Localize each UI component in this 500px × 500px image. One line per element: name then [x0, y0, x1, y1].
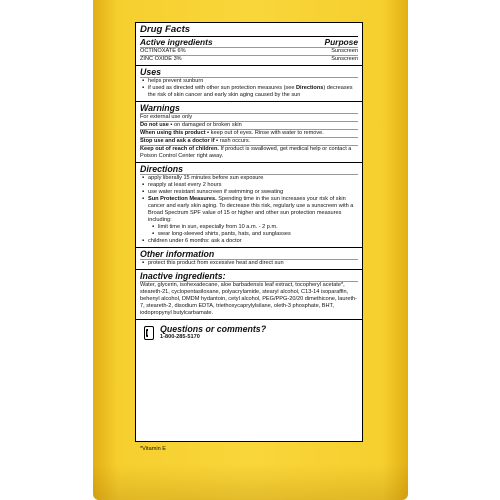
footnote: *Vitamin E [140, 446, 167, 452]
questions-row [140, 321, 358, 344]
sun-protection-text: Spending time in the sun increases your risk of skin cancer and early skin aging. To decrease this risk, regularly use a sunscreen with a Broad Spectrum SPF value of 15 or higher and other sun protection measures including: [148, 196, 354, 223]
do-not-use-text: on damaged or broken skin [174, 122, 242, 128]
keep-out [140, 145, 358, 160]
inactive-section [136, 270, 362, 320]
inactive-list: Water, glycerin, isohexadecane, aloe barbadensis leaf extract, tocopheryl acetate*, steareth-21, cyclopentasiloxane, polyacrylamide, stearyl alcohol, C13-14 isoparaffin, behenyl alcohol, DMDM hydantoin, cetyl alcohol, PEG/PPG-20/20 dimethicone, laureth-7, steareth-2, disodium EDTA, triethoxycaprylylsilane, oleth-3 phosphate, BHT, iodopropynyl butylcarbamate. [140, 282, 358, 316]
questions-section [136, 320, 362, 346]
other-info-title: Other information [140, 249, 215, 259]
external-use: For external use only [140, 113, 358, 121]
questions-title: Questions or comments? [160, 324, 267, 334]
active-ingredients-section [136, 23, 362, 66]
active-ingredients-header: Active ingredients [140, 37, 213, 47]
sun-sub-item: ▪ wear long-sleeved shirts, pants, hats, and sunglasses [158, 231, 358, 238]
keep-out-text: If product is swallowed, get medical help or contact a Poison Control Center right away. [140, 146, 352, 159]
stop-use-lead: Stop use and ask a doctor if [140, 138, 215, 144]
sun-protection-lead: Sun Protection Measures. [148, 196, 217, 202]
sun-protection-sublist [148, 224, 358, 238]
active-row [140, 55, 358, 63]
other-info-item: ▪ protect this product from excessive heat and direct sun [148, 260, 358, 267]
active-purpose: Sunscreen [331, 48, 358, 54]
directions-title: Directions [140, 164, 184, 174]
phone-icon [144, 326, 154, 340]
active-row [140, 47, 358, 55]
do-not-use: Do not use ▪ on damaged or broken skin [140, 121, 358, 129]
warnings-section [136, 102, 362, 163]
children-item: ▪ children under 6 months: ask a doctor [148, 238, 358, 245]
uses-text-end: ) decreases the risk of skin cancer and early skin aging caused by the sun [148, 85, 353, 98]
directions-item: ▪ apply liberally 15 minutes before sun exposure [148, 175, 358, 182]
when-using: When using this product ▪ keep out of eyes. Rinse with water to remove. [140, 129, 358, 137]
other-info-list [140, 259, 358, 267]
active-header-row [140, 36, 358, 47]
do-not-use-lead: Do not use [140, 122, 169, 128]
uses-section [136, 66, 362, 102]
phone-number: 1-800-285-5170 [160, 334, 200, 340]
drug-facts-title: Drug Facts [140, 24, 191, 35]
label-shade [93, 464, 408, 500]
stop-use: Stop use and ask a doctor if ▪ rash occurs. [140, 137, 358, 145]
active-name: ZINC OXIDE 3% [140, 56, 182, 62]
active-purpose: Sunscreen [331, 56, 358, 62]
keep-out-lead: Keep out of reach of children. [140, 146, 219, 152]
when-using-text: keep out of eyes. Rinse with water to remove. [210, 130, 324, 136]
directions-section [136, 163, 362, 248]
uses-title: Uses [140, 67, 162, 77]
uses-item [148, 85, 358, 99]
directions-item: ▪ use water resistant sunscreen if swimming or sweating [148, 189, 358, 196]
directions-item: ▪ reapply at least every 2 hours [148, 182, 358, 189]
sun-protection-item [148, 196, 358, 238]
drug-facts-panel [135, 22, 363, 442]
other-info-section [136, 248, 362, 270]
stop-use-text: rash occurs. [219, 138, 251, 144]
uses-text: if used as directed with other sun protection measures (see [148, 85, 296, 91]
sun-sub-item: ▪ limit time in sun, especially from 10 a.m. - 2 p.m. [158, 224, 358, 231]
directions-list [140, 174, 358, 245]
active-name: OCTINOXATE 6% [140, 48, 186, 54]
inactive-title: Inactive ingredients: [140, 271, 226, 281]
uses-list [140, 77, 358, 99]
uses-item: ▪ helps prevent sunburn [148, 78, 358, 85]
questions-text [160, 324, 266, 341]
uses-directions-ref: Directions [296, 85, 324, 91]
purpose-header: Purpose [324, 37, 358, 47]
when-using-lead: When using this product [140, 130, 206, 136]
warnings-title: Warnings [140, 103, 180, 113]
